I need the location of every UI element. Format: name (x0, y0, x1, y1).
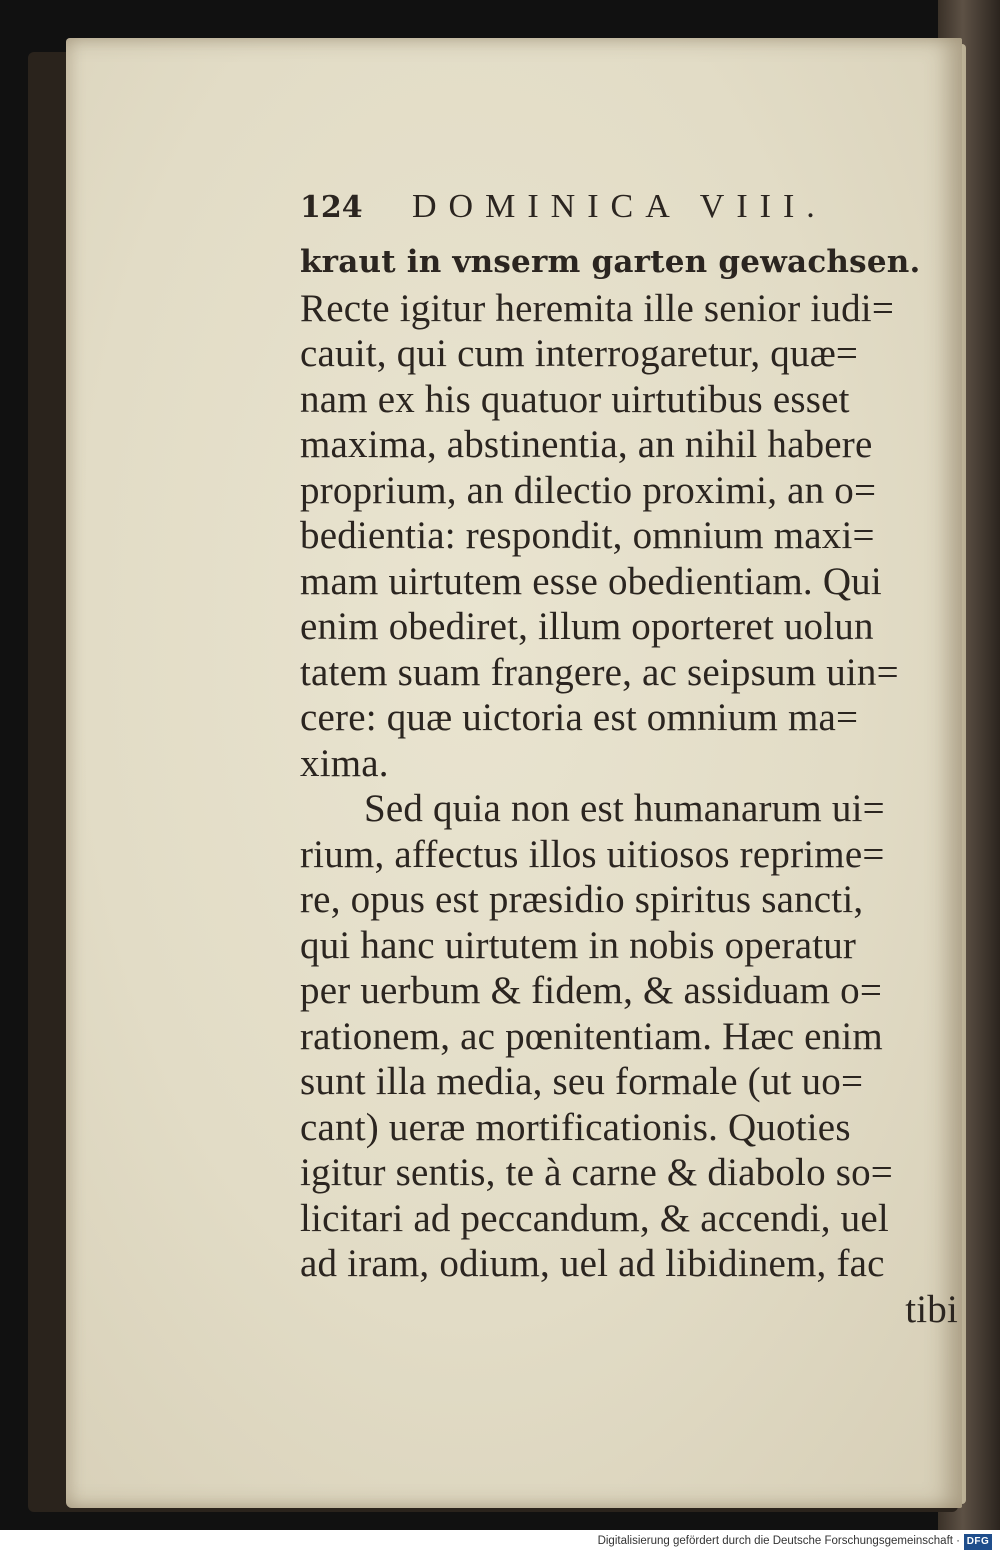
text-line: per uerbum & fidem, & assiduam o= (300, 969, 883, 1012)
dfg-logo: DFG (964, 1534, 992, 1550)
paragraph-start-line: Sed quia non est humanarum ui= (364, 787, 885, 830)
catchword: tibi (905, 1287, 958, 1331)
text-line: cere: quæ uictoria est omnium ma= (300, 696, 859, 739)
page-header (300, 188, 960, 240)
running-title: DOMINICA VIII. (412, 188, 827, 225)
text-line: nam ex his quatuor uirtutibus esset (300, 377, 850, 421)
folio-number: 124 (300, 190, 363, 225)
text-line: enim obediret, illum oporteret uolun (300, 605, 874, 648)
text-line: mam uirtutem esse obedientiam. Qui (300, 559, 882, 603)
text-line: proprium, an dilectio proximi, an o= (300, 468, 877, 512)
text-line: rationem, ac pœnitentiam. Hæc enim (300, 1014, 883, 1058)
footer-bar (0, 1530, 1000, 1555)
text-line: ad iram, odium, uel ad libidinem, fac (300, 1242, 885, 1285)
text-line: re, opus est præsidio spiritus sancti, (300, 878, 864, 921)
text-line: kraut in vnserm garten gewachsen. (300, 244, 921, 280)
text-block (300, 188, 960, 1332)
text-line: bedientia: respondit, omnium maxi= (300, 514, 875, 557)
text-line: qui hanc uirtutem in nobis operatur (300, 923, 857, 967)
text-line: rium, affectus illos uitiosos reprime= (300, 832, 885, 876)
text-line: maxima, abstinentia, an nihil habere (300, 423, 873, 466)
text-line: tatem suam frangere, ac seipsum uin= (300, 650, 899, 694)
text-line: licitari ad peccandum, & accendi, uel (300, 1196, 889, 1240)
text-line: cauit, qui cum interrogaretur, quæ= (300, 332, 859, 375)
text-line: xima. (300, 741, 389, 785)
funding-credit: Digitalisierung gefördert durch die Deutsche Forschungsgemeinschaft · (597, 1535, 960, 1547)
text-line: igitur sentis, te à carne & diabolo so= (300, 1151, 893, 1194)
text-line: cant) ueræ mortificationis. Quoties (300, 1105, 851, 1149)
text-line: Recte igitur heremita ille senior iudi= (300, 286, 895, 330)
text-line: sunt illa media, seu formale (ut uo= (300, 1060, 864, 1103)
